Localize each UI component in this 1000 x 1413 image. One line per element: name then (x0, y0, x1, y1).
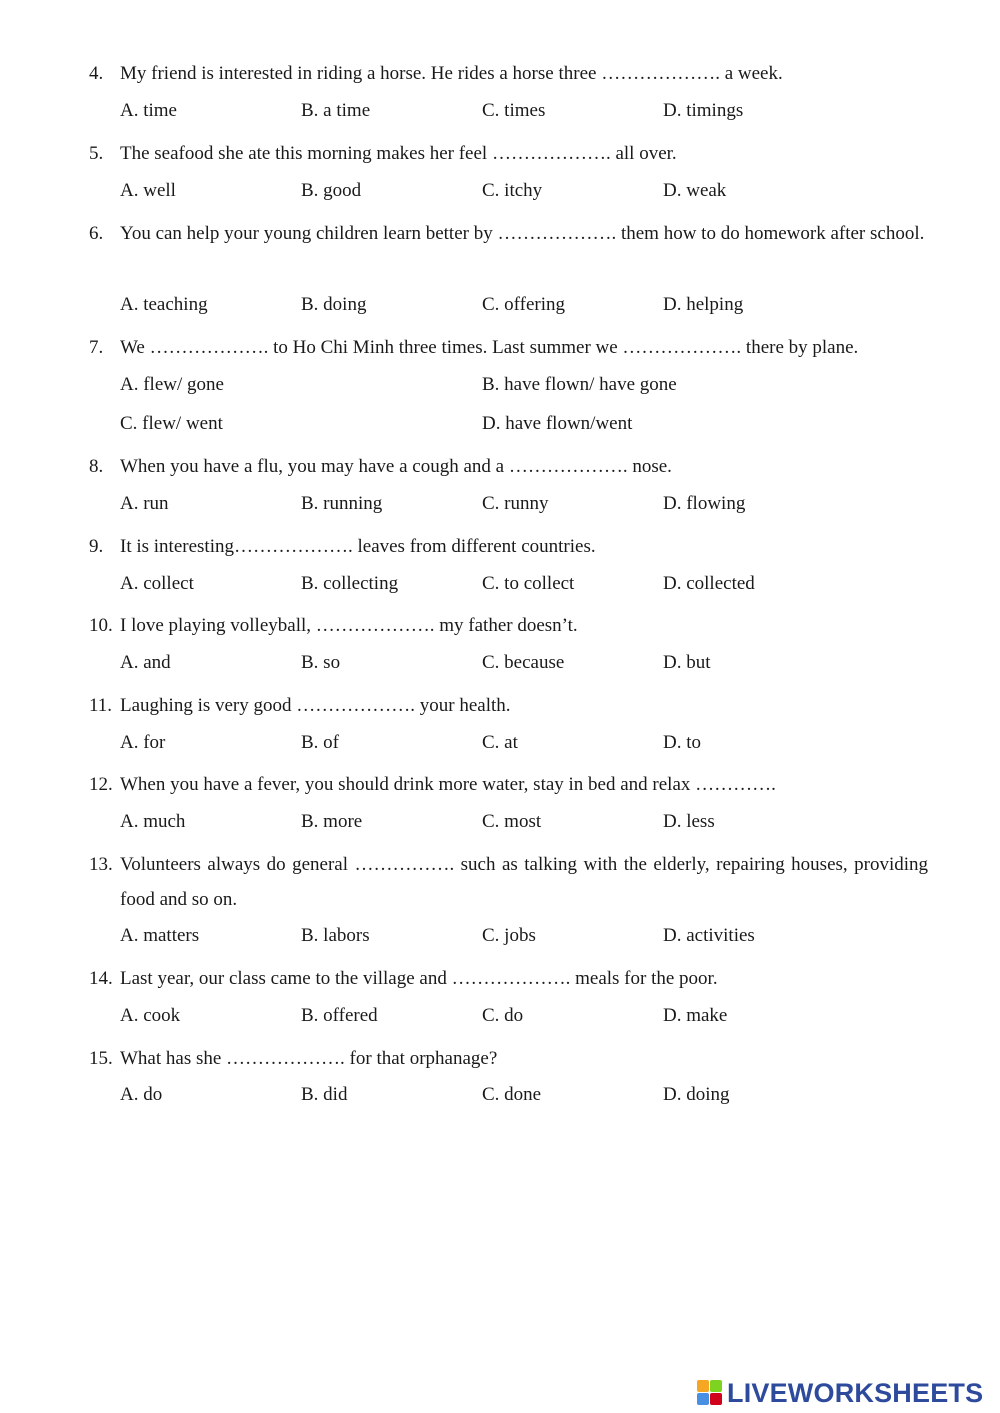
answer-option[interactable]: A. matters (120, 925, 200, 946)
answer-option[interactable]: D. but (663, 652, 711, 673)
answer-option[interactable]: A. do (120, 1084, 163, 1105)
liveworksheets-brand: LIVEWORKSHEETS (727, 1377, 984, 1408)
answer-option[interactable]: B. good (301, 180, 362, 201)
answer-option[interactable]: A. for (120, 732, 166, 753)
question-text: What has she ………………. for that orphanage? (120, 1048, 498, 1069)
question-number: 6. (89, 223, 104, 244)
answer-option[interactable]: A. much (120, 811, 186, 832)
question-number: 13. (89, 854, 113, 875)
answer-option[interactable]: B. have flown/ have gone (482, 374, 677, 395)
question-text: Volunteers always do general ……………. such as talking with the elderly, repairing houses, providing food and so on. (120, 854, 928, 910)
question-number: 8. (89, 456, 104, 477)
answer-option[interactable]: D. activities (663, 925, 755, 946)
question-text: The seafood she ate this morning makes her feel ………………. all over. (120, 143, 677, 164)
answer-option[interactable]: B. a time (301, 100, 371, 121)
question-number: 7. (89, 337, 104, 358)
answer-option[interactable]: A. run (120, 493, 169, 514)
answer-option[interactable]: A. flew/ gone (120, 374, 224, 395)
answer-option[interactable]: D. weak (663, 180, 727, 201)
answer-option[interactable]: D. collected (663, 573, 755, 594)
answer-option[interactable]: C. flew/ went (120, 413, 223, 434)
question-text: You can help your young children learn better by ………………. them how to do homework after school. (120, 223, 925, 244)
answer-option[interactable]: B. so (301, 652, 341, 673)
answer-option[interactable]: C. done (482, 1084, 542, 1105)
answer-option[interactable]: D. helping (663, 294, 744, 315)
answer-option[interactable]: A. and (120, 652, 171, 673)
question-text: When you have a fever, you should drink more water, stay in bed and relax …………. (120, 774, 776, 795)
question-number: 9. (89, 536, 104, 557)
question-number: 5. (89, 143, 104, 164)
answer-option[interactable]: B. of (301, 732, 339, 753)
answer-option[interactable]: C. jobs (482, 925, 536, 946)
answer-option[interactable]: A. teaching (120, 294, 208, 315)
answer-option[interactable]: C. do (482, 1005, 524, 1026)
question-number: 12. (89, 774, 113, 795)
answer-option[interactable]: D. doing (663, 1084, 730, 1105)
question-number: 14. (89, 968, 113, 989)
question-text: Laughing is very good ………………. your health. (120, 695, 511, 716)
answer-option[interactable]: B. doing (301, 294, 367, 315)
answer-option[interactable]: A. collect (120, 573, 194, 594)
answer-option[interactable]: D. less (663, 811, 715, 832)
answer-option[interactable]: C. runny (482, 493, 549, 514)
question-number: 4. (89, 63, 104, 84)
answer-option[interactable]: B. collecting (301, 573, 399, 594)
question-text: It is interesting………………. leaves from different countries. (120, 536, 596, 557)
answer-option[interactable]: C. most (482, 811, 542, 832)
question-text: We ………………. to Ho Chi Minh three times. Last summer we ………………. there by plane. (120, 337, 859, 358)
answer-option[interactable]: D. make (663, 1005, 728, 1026)
answer-option[interactable]: C. at (482, 732, 518, 753)
question-text: Last year, our class came to the village and ………………. meals for the poor. (120, 968, 718, 989)
answer-option[interactable]: D. timings (663, 100, 744, 121)
question-number: 10. (89, 615, 113, 636)
answer-option[interactable]: D. have flown/went (482, 413, 633, 434)
question-number: 11. (89, 695, 113, 716)
answer-option[interactable]: A. time (120, 100, 177, 121)
question-text: When you have a flu, you may have a cough and a ………………. nose. (120, 456, 672, 477)
answer-option[interactable]: A. cook (120, 1005, 181, 1026)
answer-option[interactable]: A. well (120, 180, 176, 201)
answer-option[interactable]: B. labors (301, 925, 370, 946)
answer-option[interactable]: C. times (482, 100, 546, 121)
answer-option[interactable]: B. offered (301, 1005, 378, 1026)
question-number: 15. (89, 1048, 113, 1069)
answer-option[interactable]: B. did (301, 1084, 348, 1105)
answer-option[interactable]: B. running (301, 493, 383, 514)
liveworksheets-logo (697, 1378, 983, 1408)
answer-option[interactable]: C. because (482, 652, 565, 673)
answer-option[interactable]: C. offering (482, 294, 566, 315)
answer-option[interactable]: C. itchy (482, 180, 543, 201)
answer-option[interactable]: B. more (301, 811, 363, 832)
answer-option[interactable]: C. to collect (482, 573, 575, 594)
question-text: I love playing volleyball, ………………. my father doesn’t. (120, 615, 578, 636)
answer-option[interactable]: D. to (663, 732, 701, 753)
liveworksheets-logo-icon (697, 1380, 723, 1406)
answer-option[interactable]: D. flowing (663, 493, 746, 514)
question-text: My friend is interested in riding a horse. He rides a horse three ………………. a week. (120, 63, 783, 84)
